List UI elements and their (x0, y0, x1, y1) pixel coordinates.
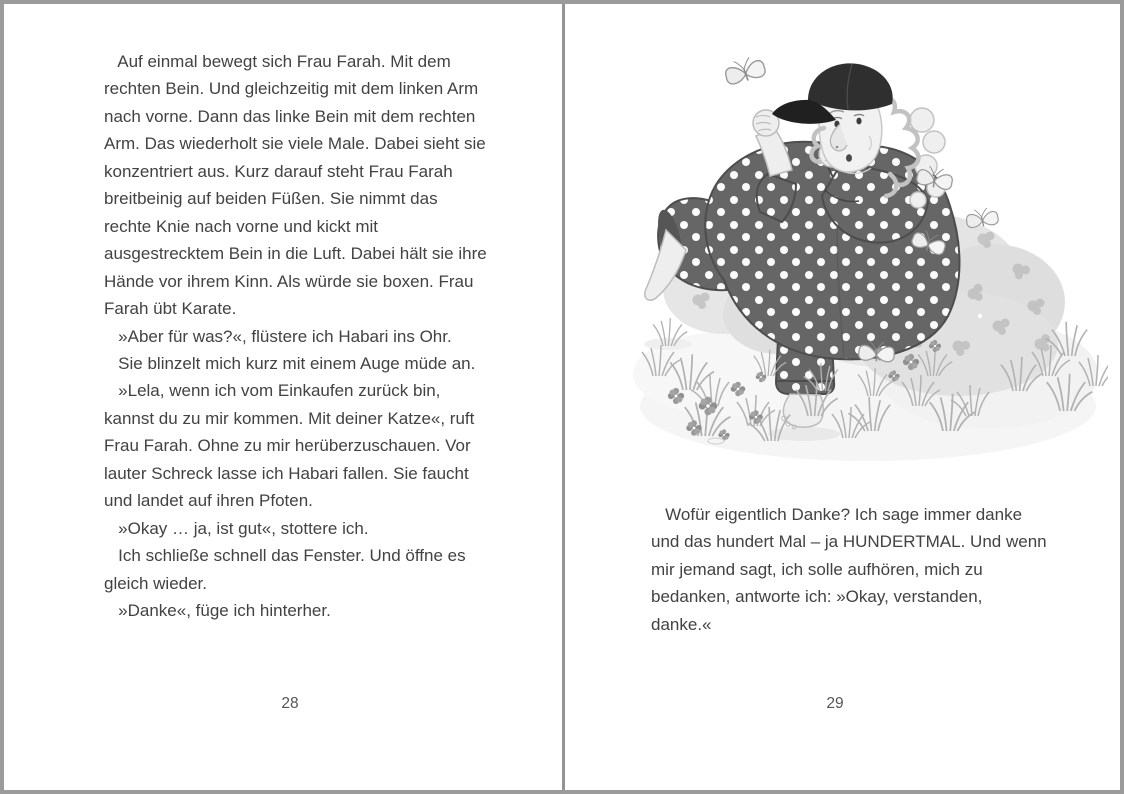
text-line: gleich wieder. (104, 573, 208, 593)
text-line: ausgestrecktem Bein in die Luft. Dabei hält sie ihre (104, 244, 487, 264)
text-line: »Lela, wenn ich vom Einkaufen zurück bin, (104, 381, 441, 401)
left-text-block (104, 48, 487, 625)
text-line: rechte Knie nach vorne und kickt mit (104, 216, 379, 236)
text-line: und landet auf ihren Pfoten. (104, 491, 313, 511)
page-number-right: 29 (826, 695, 844, 712)
text-line: Hände vor ihrem Kinn. Als würde sie boxen. Frau (104, 271, 474, 291)
right-text-block (651, 501, 1047, 638)
eye-right (856, 118, 861, 125)
text-line: rechten Bein. Und gleichzeitig mit dem linken Arm (104, 79, 479, 99)
text-line: kannst du zu mir kommen. Mit deiner Katze«, ruft (104, 408, 475, 428)
butterfly-icon (723, 54, 767, 85)
text-line: »Okay … ja, ist gut«, stottere ich. (104, 518, 369, 538)
text-line: nach vorne. Dann das linke Bein mit dem rechten (104, 106, 476, 126)
text-line: Wofür eigentlich Danke? Ich sage immer danke (651, 505, 1023, 524)
text-line: Farah übt Karate. (104, 299, 237, 319)
spine-divider (562, 4, 565, 790)
text-line: mir jemand sagt, ich solle aufhören, mich zu (651, 559, 983, 579)
text-line: und das hundert Mal – ja HUNDERTMAL. Und wenn (651, 532, 1047, 552)
page-number-left: 28 (281, 695, 299, 712)
text-line: breitbeinig auf beiden Füßen. Sie nimmt das (104, 189, 438, 209)
butterfly-icon (965, 207, 999, 229)
text-line: »Aber für was?«, flüstere ich Habari ins Ohr. (104, 326, 452, 346)
text-line: Frau Farah. Ohne zu mir herüberzuschauen. Vor (104, 436, 471, 456)
text-line: Auf einmal bewegt sich Frau Farah. Mit dem (104, 52, 451, 71)
mouth (846, 154, 852, 162)
text-line: Sie blinzelt mich kurz mit einem Auge müde an. (104, 353, 476, 373)
text-line: bedanken, antworte ich: »Okay, verstanden, (651, 587, 983, 607)
text-line: Arm. Das wiederholt sie viele Male. Dabei sieht sie (104, 134, 486, 154)
text-line: lauter Schreck lasse ich Habari fallen. Sie faucht (104, 463, 469, 483)
text-line: »Danke«, füge ich hinterher. (104, 601, 331, 621)
karate-garden-illustration (628, 44, 1108, 469)
text-line: danke.« (651, 614, 712, 634)
text-line: Ich schließe schnell das Fenster. Und öffne es (104, 546, 466, 566)
text-line: konzentriert aus. Kurz darauf steht Frau Farah (104, 161, 453, 181)
